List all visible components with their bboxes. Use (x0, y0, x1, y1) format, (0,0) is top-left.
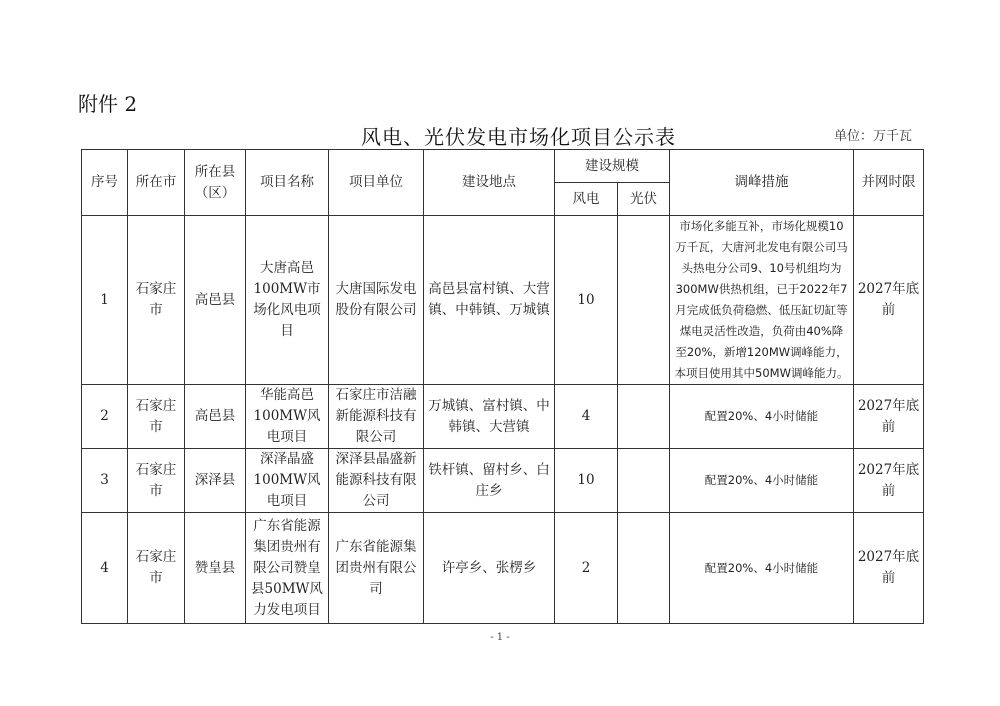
header-grid-deadline: 并网时限 (854, 150, 924, 216)
cell-wind: 10 (555, 216, 618, 385)
cell-solar (618, 449, 670, 513)
header-scale: 建设规模 (555, 150, 670, 183)
cell-solar (618, 513, 670, 624)
page-number: - 1 - (490, 632, 510, 643)
cell-grid-deadline: 2027年底前 (854, 385, 924, 449)
cell-city: 石家庄市 (128, 449, 185, 513)
cell-project-name: 深泽晶盛100MW风电项目 (246, 449, 329, 513)
project-table (81, 149, 924, 624)
cell-city: 石家庄市 (128, 216, 185, 385)
header-company: 项目单位 (329, 150, 424, 216)
cell-wind: 4 (555, 385, 618, 449)
cell-location: 高邑县富村镇、大营镇、中韩镇、万城镇 (424, 216, 555, 385)
cell-grid-deadline: 2027年底前 (854, 513, 924, 624)
header-location: 建设地点 (424, 150, 555, 216)
table-row (82, 513, 924, 624)
header-solar: 光伏 (618, 183, 670, 216)
table-row (82, 449, 924, 513)
cell-solar (618, 216, 670, 385)
header-city: 所在市 (128, 150, 185, 216)
header-wind: 风电 (555, 183, 618, 216)
attachment-label: 附件 2 (78, 92, 138, 116)
cell-company: 广东省能源集团贵州有限公司 (329, 513, 424, 624)
cell-project-name: 大唐高邑100MW市场化风电项目 (246, 216, 329, 385)
cell-company: 深泽县晶盛新能源科技有限公司 (329, 449, 424, 513)
cell-grid-deadline: 2027年底前 (854, 216, 924, 385)
cell-company: 石家庄市洁融新能源科技有限公司 (329, 385, 424, 449)
cell-peak-measure: 市场化多能互补，市场化规模10万千瓦，大唐河北发电有限公司马头热电分公司9、10号机组均为300MW供热机组，已于2022年7月完成低负荷稳燃、低压缸切缸等煤电灵活性改造，负荷由40%降至20%，新增120MW调峰能力，本项目使用其中50MW调峰能力。 (670, 216, 854, 385)
cell-county: 深泽县 (185, 449, 246, 513)
header-county: 所在县（区） (185, 150, 246, 216)
cell-grid-deadline: 2027年底前 (854, 449, 924, 513)
table-row (82, 216, 924, 385)
cell-company: 大唐国际发电股份有限公司 (329, 216, 424, 385)
cell-county: 赞皇县 (185, 513, 246, 624)
cell-peak-measure: 配置20%、4小时储能 (670, 449, 854, 513)
cell-peak-measure: 配置20%、4小时储能 (670, 385, 854, 449)
cell-county: 高邑县 (185, 385, 246, 449)
cell-solar (618, 385, 670, 449)
header-project-name: 项目名称 (246, 150, 329, 216)
cell-location: 万城镇、富村镇、中韩镇、大营镇 (424, 385, 555, 449)
cell-peak-measure: 配置20%、4小时储能 (670, 513, 854, 624)
cell-project-name: 华能高邑100MW风电项目 (246, 385, 329, 449)
header-peak-measure: 调峰措施 (670, 150, 854, 216)
cell-city: 石家庄市 (128, 513, 185, 624)
cell-location: 铁杆镇、留村乡、白庄乡 (424, 449, 555, 513)
cell-wind: 10 (555, 449, 618, 513)
cell-wind: 2 (555, 513, 618, 624)
unit-label: 单位：万千瓦 (834, 129, 913, 144)
document-title: 风电、光伏发电市场化项目公示表 (361, 125, 676, 149)
cell-index: 1 (82, 216, 128, 385)
cell-city: 石家庄市 (128, 385, 185, 449)
table-row (82, 385, 924, 449)
header-index: 序号 (82, 150, 128, 216)
cell-index: 4 (82, 513, 128, 624)
cell-location: 许亭乡、张楞乡 (424, 513, 555, 624)
cell-index: 3 (82, 449, 128, 513)
cell-project-name: 广东省能源集团贵州有限公司赞皇县50MW风力发电项目 (246, 513, 329, 624)
cell-county: 高邑县 (185, 216, 246, 385)
cell-index: 2 (82, 385, 128, 449)
